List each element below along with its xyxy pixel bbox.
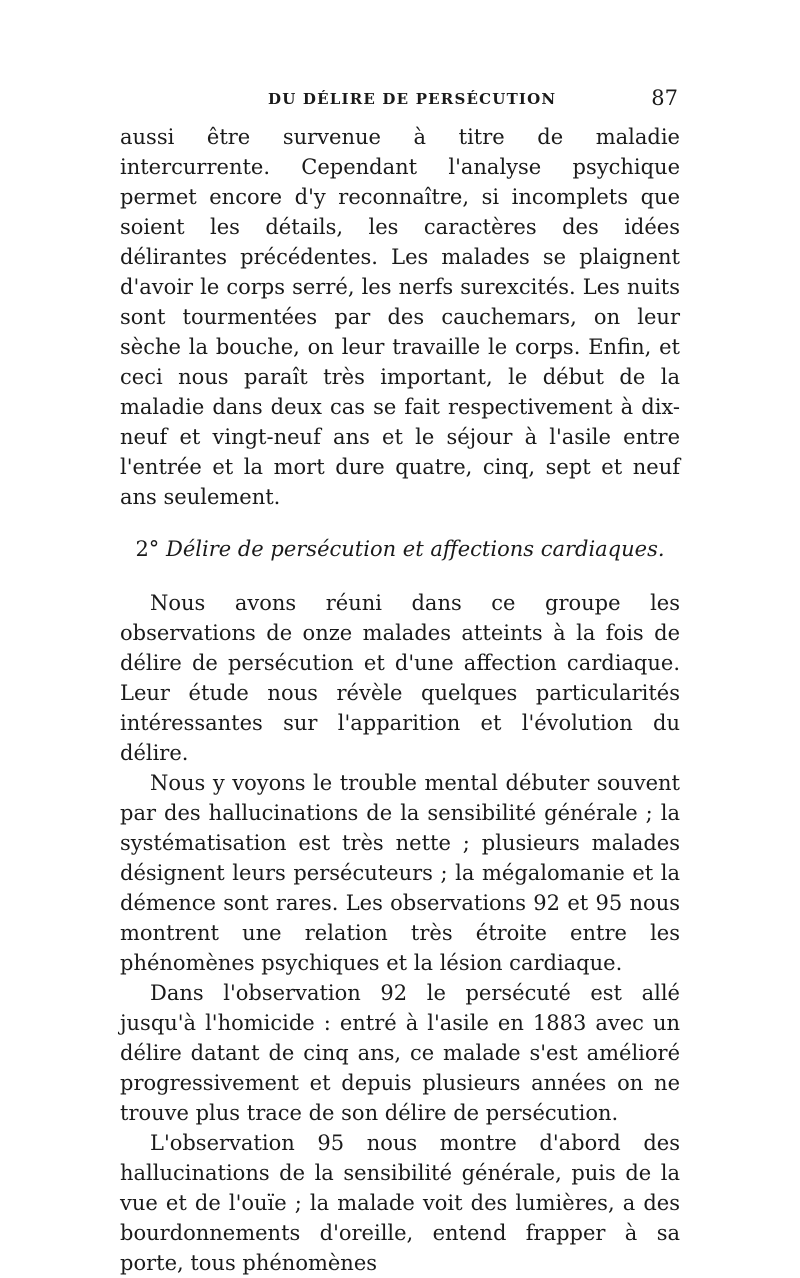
section-title: Délire de persécution et affections cardiaques. <box>166 537 665 561</box>
running-head <box>120 88 680 118</box>
paragraph-continued: aussi être survenue à titre de maladie intercurrente. Cependant l'analyse psychique permet encore d'y reconnaître, si incomplets que soient les détails, les caractères des idées délirantes précédentes. Les malades se plaignent d'avoir le corps serré, les nerfs surexcités. Les nuits sont tourmentées par des cauchemars, on leur sèche la bouche, on leur travaille le corps. Enfin, et ceci nous paraît très important, le début de la maladie dans deux cas se fait respectivement à dix-neuf et vingt-neuf ans et le séjour à l'asile entre l'entrée et la mort dure quatre, cinq, sept et neuf ans seulement. <box>120 125 680 509</box>
page-number: 87 <box>651 86 678 110</box>
book-page <box>120 88 680 1278</box>
paragraph: Dans l'observation 92 le persécuté est allé jusqu'à l'homicide : entré à l'asile en 1883 avec un délire datant de cinq ans, ce malade s'est amélioré progressivement et depuis plusieurs années on ne trouve plus trace de son délire de persécution. <box>120 981 680 1125</box>
running-title: DU DÉLIRE DE PERSÉCUTION <box>268 90 557 108</box>
body-text <box>120 122 680 1278</box>
paragraph: Nous y voyons le trouble mental débuter souvent par des hallucinations de la sensibilité générale ; la systématisation est très nette ; plusieurs malades désignent leurs persécuteurs ; la mégalomanie et la démence sont rares. Les observations 92 et 95 nous montrent une relation très étroite entre les phénomènes psychiques et la lésion cardiaque. <box>120 771 680 975</box>
paragraph: Nous avons réuni dans ce groupe les observations de onze malades atteints à la fois de délire de persécution et d'une affection cardiaque. Leur étude nous révèle quelques particularités intéressantes sur l'apparition et l'évolution du délire. <box>120 591 680 765</box>
section-number: 2° <box>135 537 160 561</box>
paragraph: L'observation 95 nous montre d'abord des hallucinations de la sensibilité générale, puis de la vue et de l'ouïe ; la malade voit des lumières, a des bourdonnements d'oreille, entend frapper à sa porte, tous phénomènes <box>120 1131 680 1275</box>
section-heading <box>120 534 680 564</box>
